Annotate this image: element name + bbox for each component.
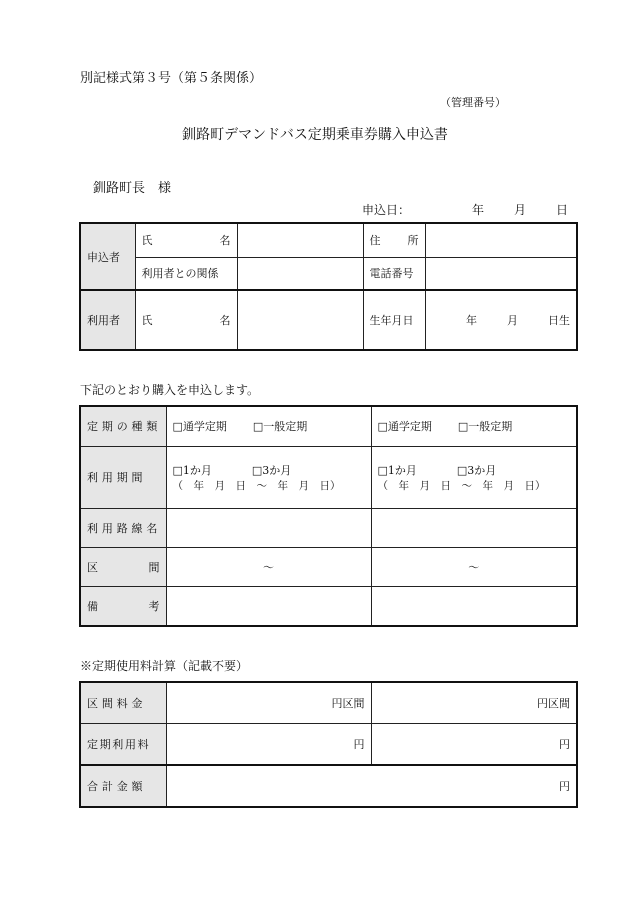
apply-date-label: 申込日： bbox=[362, 203, 411, 217]
applicant-table bbox=[79, 222, 578, 351]
remarks-label: 備 考 bbox=[80, 586, 166, 626]
route-field-1[interactable] bbox=[166, 508, 371, 547]
section-fee-field-1[interactable]: 円区間 bbox=[166, 682, 371, 723]
management-number-label: （管理番号） bbox=[440, 96, 506, 109]
pass-fee-field-2[interactable]: 円 bbox=[371, 723, 577, 765]
remarks-field-1[interactable] bbox=[166, 586, 371, 626]
pass-type-options-2[interactable]: □通学定期 □一般定期 bbox=[371, 406, 577, 446]
total-field[interactable]: 円 bbox=[166, 765, 577, 807]
purchase-intro: 下記のとおり購入を申込します。 bbox=[80, 383, 260, 397]
period-options-1[interactable]: □1か月 □3か月 （ 年 月 日 〜 年 月 日） bbox=[166, 446, 371, 508]
purchase-table bbox=[79, 405, 578, 627]
apply-year: 年 bbox=[472, 203, 485, 217]
form-reference: 別記様式第３号（第５条関係） bbox=[80, 71, 263, 86]
relation-label: 利用者との関係 bbox=[135, 257, 237, 290]
phone-field[interactable] bbox=[425, 257, 577, 290]
apply-day: 日 bbox=[556, 203, 569, 217]
section-fee-label: 区間料金 bbox=[80, 682, 166, 723]
document-title: 釧路町デマンドバス定期乗車券購入申込書 bbox=[182, 127, 448, 143]
applicant-address-label: 住 所 bbox=[363, 223, 425, 257]
total-label: 合計金額 bbox=[80, 765, 166, 807]
user-name-field[interactable] bbox=[237, 290, 363, 350]
applicant-name-field[interactable] bbox=[237, 223, 363, 257]
apply-month: 月 bbox=[514, 203, 527, 217]
birth-date-field[interactable]: 年 月 日生 bbox=[425, 290, 577, 350]
section-field-1[interactable]: 〜 bbox=[166, 547, 371, 586]
user-name-label: 氏 名 bbox=[135, 290, 237, 350]
pass-fee-field-1[interactable]: 円 bbox=[166, 723, 371, 765]
applicant-label: 申込者 bbox=[80, 223, 135, 290]
addressee: 釧路町長 様 bbox=[93, 181, 172, 196]
applicant-address-field[interactable] bbox=[425, 223, 577, 257]
pass-type-options-1[interactable]: □通学定期 □一般定期 bbox=[166, 406, 371, 446]
relation-field[interactable] bbox=[237, 257, 363, 290]
user-label: 利用者 bbox=[80, 290, 135, 350]
fee-intro: ※定期使用料計算（記載不要） bbox=[80, 659, 249, 673]
fee-table bbox=[79, 681, 578, 808]
period-label: 利用期間 bbox=[80, 446, 166, 508]
section-label: 区 間 bbox=[80, 547, 166, 586]
section-fee-field-2[interactable]: 円区間 bbox=[371, 682, 577, 723]
pass-type-label: 定期の種類 bbox=[80, 406, 166, 446]
pass-fee-label: 定期利用料 bbox=[80, 723, 166, 765]
section-field-2[interactable]: 〜 bbox=[371, 547, 577, 586]
remarks-field-2[interactable] bbox=[371, 586, 577, 626]
birth-date-label: 生年月日 bbox=[363, 290, 425, 350]
route-field-2[interactable] bbox=[371, 508, 577, 547]
route-label: 利用路線名 bbox=[80, 508, 166, 547]
period-options-2[interactable]: □1か月 □3か月 （ 年 月 日 〜 年 月 日） bbox=[371, 446, 577, 508]
applicant-name-label: 氏 名 bbox=[135, 223, 237, 257]
phone-label: 電話番号 bbox=[363, 257, 425, 290]
